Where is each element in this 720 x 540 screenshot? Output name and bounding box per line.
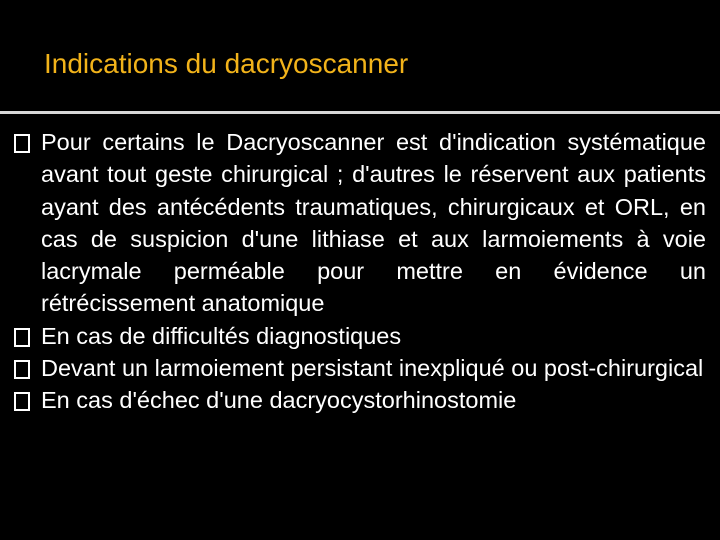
missing-glyph-box-icon — [14, 134, 30, 153]
bullet-item — [14, 384, 706, 416]
bullet-text: En cas d'échec d'une dacryocystorhinostomie — [41, 387, 517, 414]
bullet-item — [14, 320, 706, 352]
bullet-list — [14, 126, 706, 417]
bullet-text: Pour certains le Dacryoscanner est d'indication systématique avant tout geste chirurgical ; d'autres le réservent aux patients ayant des antécédents traumatiques, chirurgicaux et ORL, en cas de suspicion d'une lithiase et aux larmoiements à voie lacrymale perméable pour mettre en évidence un rétrécissement anatomique — [41, 129, 706, 317]
bullet-item — [14, 352, 706, 384]
bullet-text: En cas de difficultés diagnostiques — [41, 322, 402, 349]
missing-glyph-box-icon — [14, 328, 30, 347]
bullet-text: Devant un larmoiement persistant inexpliqué ou post-chirurgical — [41, 355, 704, 382]
bullet-item — [14, 126, 706, 320]
title-divider — [0, 111, 720, 114]
missing-glyph-box-icon — [14, 360, 30, 379]
missing-glyph-box-icon — [14, 392, 30, 411]
slide-title: Indications du dacryoscanner — [44, 48, 409, 79]
